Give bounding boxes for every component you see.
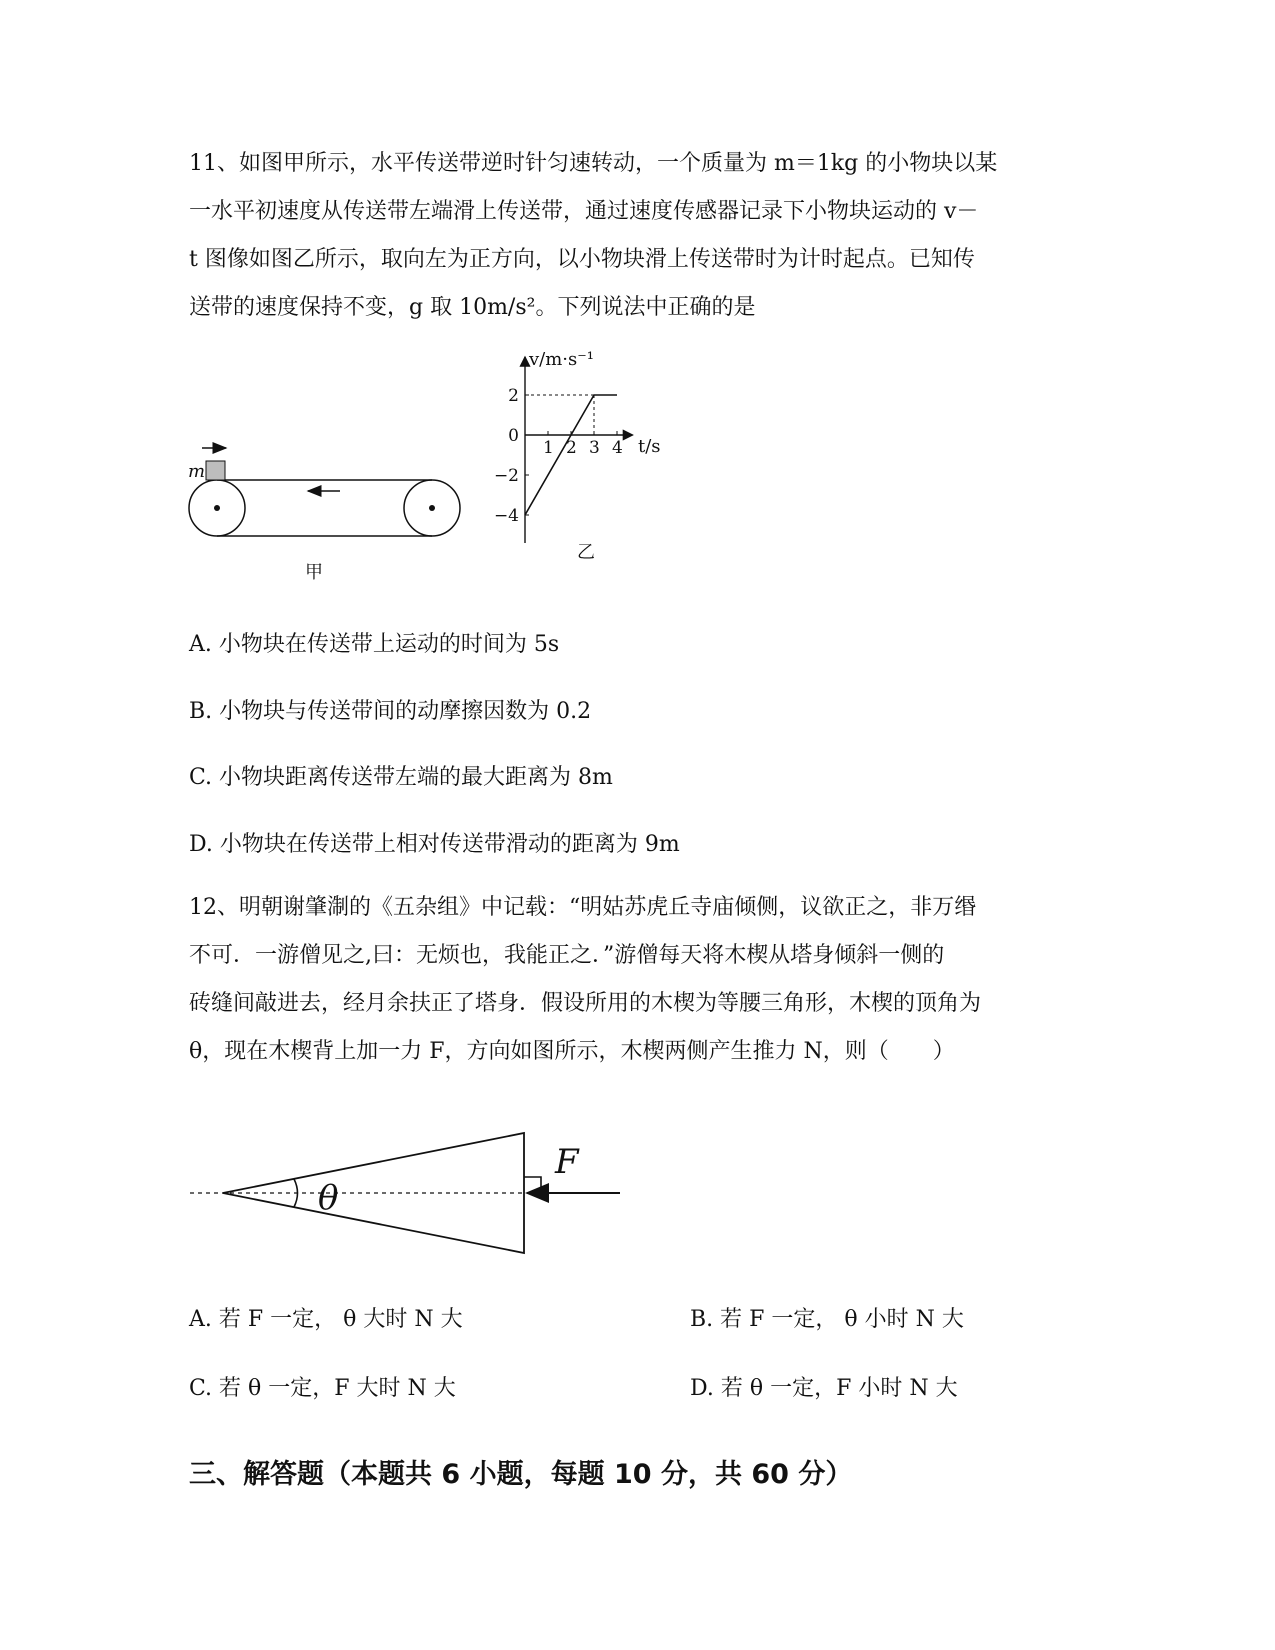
block-m (206, 461, 225, 480)
theta-label: θ (318, 1178, 339, 1218)
q12-option-c[interactable]: C. 若 θ 一定，F 大时 N 大 (189, 1376, 456, 1401)
y-tick-label: −4 (493, 506, 519, 526)
right-angle-mark (524, 1177, 541, 1193)
x-tick-label: 2 (566, 438, 577, 458)
y-tick-label: −2 (493, 466, 519, 486)
q12-option-d[interactable]: D. 若 θ 一定，F 小时 N 大 (690, 1376, 958, 1401)
q11-option-d[interactable]: D. 小物块在传送带上相对传送带滑动的距离为 9m (189, 832, 680, 857)
wedge-diagram (185, 1125, 625, 1265)
q11-line-3: t 图像如图乙所示，取向左为正方向，以小物块滑上传送带时为计时起点。已知传 (189, 247, 975, 272)
q12-stem (189, 884, 1089, 1076)
caption-jia: 甲 (305, 562, 323, 583)
force-label: F (555, 1142, 579, 1182)
x-tick-label: 1 (543, 438, 554, 458)
q11-option-c[interactable]: C. 小物块距离传送带左端的最大距离为 8m (189, 765, 613, 790)
conveyor-belt-diagram (180, 415, 480, 595)
x-tick-label: 4 (612, 438, 623, 458)
y-tick-label: 0 (508, 426, 519, 446)
y-tick-label: 2 (508, 386, 519, 406)
section-3-heading: 三、解答题（本题共 6 小题，每题 10 分，共 60 分） (189, 1459, 853, 1490)
q11-option-a[interactable]: A. 小物块在传送带上运动的时间为 5s (189, 632, 560, 657)
q11-line-4: 送带的速度保持不变，g 取 10m/s²。下列说法中正确的是 (189, 295, 756, 320)
q11-line-2: 一水平初速度从传送带左端滑上传送带，通过速度传感器记录下小物块运动的 v－ (189, 199, 979, 224)
caption-yi: 乙 (577, 542, 595, 563)
q12-line-1: 12、明朝谢肇淛的《五杂组》中记载：“明姑苏虎丘寺庙倾侧，议欲正之，非万缗 (189, 895, 977, 920)
q11-stem (189, 140, 1089, 332)
q11-line-1: 11、如图甲所示，水平传送带逆时针匀速转动，一个质量为 m＝1kg 的小物块以某 (189, 151, 998, 176)
q11-option-b[interactable]: B. 小物块与传送带间的动摩擦因数为 0.2 (189, 699, 592, 724)
vt-graph (493, 349, 695, 595)
q12-line-2: 不可．一游僧见之,曰：无烦也，我能正之．”游僧每天将木楔从塔身倾斜一侧的 (189, 943, 945, 968)
x-axis-label: t/s (638, 436, 661, 457)
q12-line-4: θ，现在木楔背上加一力 F，方向如图所示，木楔两侧产生推力 N，则（ ） (189, 1039, 955, 1064)
y-axis-label: v/m·s⁻¹ (529, 349, 594, 370)
q12-option-a[interactable]: A. 若 F 一定， θ 大时 N 大 (189, 1307, 463, 1332)
mass-label: m (188, 461, 206, 482)
x-tick-label: 3 (589, 438, 600, 458)
q12-option-b[interactable]: B. 若 F 一定， θ 小时 N 大 (690, 1307, 964, 1332)
q12-line-3: 砖缝间敲进去，经月余扶正了塔身．假设所用的木楔为等腰三角形，木楔的顶角为 (189, 991, 982, 1016)
